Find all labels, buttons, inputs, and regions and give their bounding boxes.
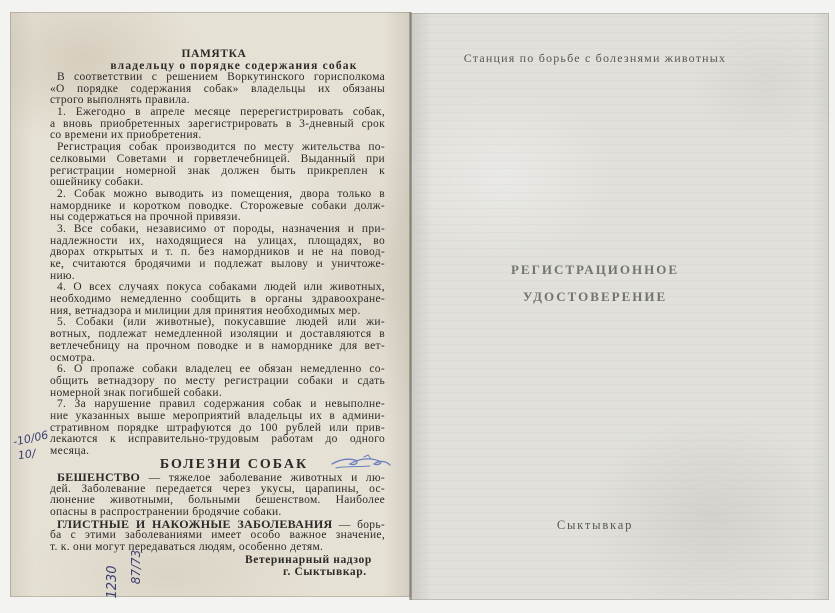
memo-line: ошейнику собаки. xyxy=(50,176,144,189)
memo-line: В соответствии с решением Воркутинского горисполкома xyxy=(57,71,385,83)
memo-line: 6. О пропаже собаки владелец ее обязан немедленно со- xyxy=(57,363,385,376)
ink-scribble-stroke xyxy=(332,459,390,465)
memo-line: надлежности их, находящиеся на улицах, площадях, во xyxy=(50,234,385,247)
memo-line: осмотра. xyxy=(50,351,96,364)
diseases-paragraph xyxy=(50,472,385,519)
diseases-line-text: — тяжелое заболевание животных и лю- xyxy=(148,472,385,484)
cover-page xyxy=(411,13,829,600)
memo-line: 3. Все собаки, независимо от породы, назначения и при- xyxy=(57,222,385,235)
diseases-lead-term: ГЛИСТНЫЕ И НАКОЖНЫЕ ЗАБОЛЕВАНИЯ xyxy=(57,516,333,531)
diseases-line: опасны в распространении бродячие собаки. xyxy=(50,506,282,519)
memo-paragraph xyxy=(50,189,385,224)
cover-organization: Станция по борьбе с болезнями животных xyxy=(463,51,727,65)
diseases-paragraph xyxy=(50,516,385,554)
issuer-city: г. Сыктывкар. xyxy=(283,566,367,578)
memo-paragraph xyxy=(50,142,385,189)
memo-line: 7. За нарушение правил содержания собак и невыполне- xyxy=(57,398,385,411)
memo-line: 5. Собаки (или животные), покусавшие людей или жи- xyxy=(57,316,385,329)
memo-paragraph xyxy=(50,282,385,317)
handwritten-margin-note: -10/06 xyxy=(11,428,50,449)
memo-line: месяца. xyxy=(50,445,90,457)
memo-line: 2. Собак можно выводить из помещения, двора только в xyxy=(57,187,385,200)
issuer-name: Ветеринарный надзор xyxy=(245,554,372,566)
memo-line: ны содержаться на прочной привязи. xyxy=(50,211,241,224)
memo-line: 1. Ежегодно в апреле месяце перерегистрировать собак, xyxy=(57,106,385,119)
memo-line: ния, ветнадзора и милиции для принятия необходимых мер. xyxy=(50,304,361,317)
memo-line: «О порядке содержания собак» владельцы их обязаны xyxy=(50,82,385,95)
diseases-line-text: — борь- xyxy=(338,518,385,531)
memo-line: ке, считаются бродячими и подлежат вылову и уничтоже- xyxy=(50,258,385,270)
memo-paragraph xyxy=(50,107,385,142)
memo-line: лекаются к исправительно-трудовым работам до одного xyxy=(50,433,385,446)
diseases-text xyxy=(50,472,385,554)
memo-line: 4. О всех случаях покуса собаками людей или животных, xyxy=(57,281,385,294)
memo-line: общить ветнадзору по месту регистрации собаки и сдать xyxy=(50,374,385,387)
memo-rules-text xyxy=(50,72,385,458)
memo-line: необходимо немедленно сообщить в органы здравоохране- xyxy=(50,293,385,306)
memo-line: ние указанных выше мероприятий владельцы их в админи- xyxy=(50,409,385,422)
memo-line: стративном порядке штрафуются до 100 рублей или прив- xyxy=(50,421,385,434)
memo-subtitle: владельцу о порядке содержания собак xyxy=(110,60,358,72)
memo-paragraph xyxy=(50,317,385,364)
diseases-line: ба с этими заболеваниями имеет особо важное значение, xyxy=(50,529,385,542)
memo-line: номерной знак погибшей собаки. xyxy=(50,386,223,399)
memo-line: со времени их приобретения. xyxy=(50,129,202,142)
page-fold xyxy=(409,12,412,600)
memo-paragraph xyxy=(50,399,385,457)
ink-scribble-mark xyxy=(330,451,392,475)
memo-paragraph xyxy=(50,224,385,282)
diseases-lead-term: БЕШЕНСТВО xyxy=(57,470,141,484)
memo-line: ветлечебницу на прочном поводке и в наморднике для вет- xyxy=(50,339,385,352)
memo-line: нию. xyxy=(50,269,75,282)
handwritten-margin-note: 10/ xyxy=(17,446,37,463)
memo-line: а вновь приобретенных зарегистрировать в 3-дневный срок xyxy=(50,117,385,130)
memo-paragraph xyxy=(50,72,385,107)
cover-city: Сыктывкар xyxy=(556,518,634,532)
diseases-line: люнение животными, больными бешенством. Наиболее xyxy=(50,494,385,507)
memo-title: ПАМЯТКА xyxy=(181,48,247,60)
diseases-line: т. к. они могут передаваться людям, особенно детям. xyxy=(50,541,324,554)
memo-paragraph xyxy=(50,364,385,399)
handwritten-vertical-note: 1230 xyxy=(105,565,120,599)
memo-line: вотных, подлежат немедленной изоляции и доставляются в xyxy=(50,328,385,341)
diseases-line: дей. Заболевание передается через укусы, царапины, ос- xyxy=(50,482,385,495)
memo-line: дворах открытых и т. п. без намордников и не на повод- xyxy=(50,246,385,259)
memo-line: Регистрация собак производится по месту жительства по- xyxy=(57,141,385,154)
memo-line: наморднике и коротком поводке. Сторожевые собаки долж- xyxy=(50,199,385,212)
memo-line: строго выполнять правила. xyxy=(50,94,190,107)
cover-title-line-2: УДОСТОВЕРЕНИЕ xyxy=(522,289,668,304)
memo-line: селковыми Советами и горветлечебницей. Выданный при xyxy=(50,152,385,165)
diseases-heading: БОЛЕЗНИ СОБАК xyxy=(159,457,309,472)
cover-title-line-1: РЕГИСТРАЦИОННОЕ xyxy=(510,262,680,277)
memo-line: регистрации номерной знак должен быть прикреплен к xyxy=(50,164,385,177)
handwritten-vertical-note: 87/73 xyxy=(129,549,143,585)
